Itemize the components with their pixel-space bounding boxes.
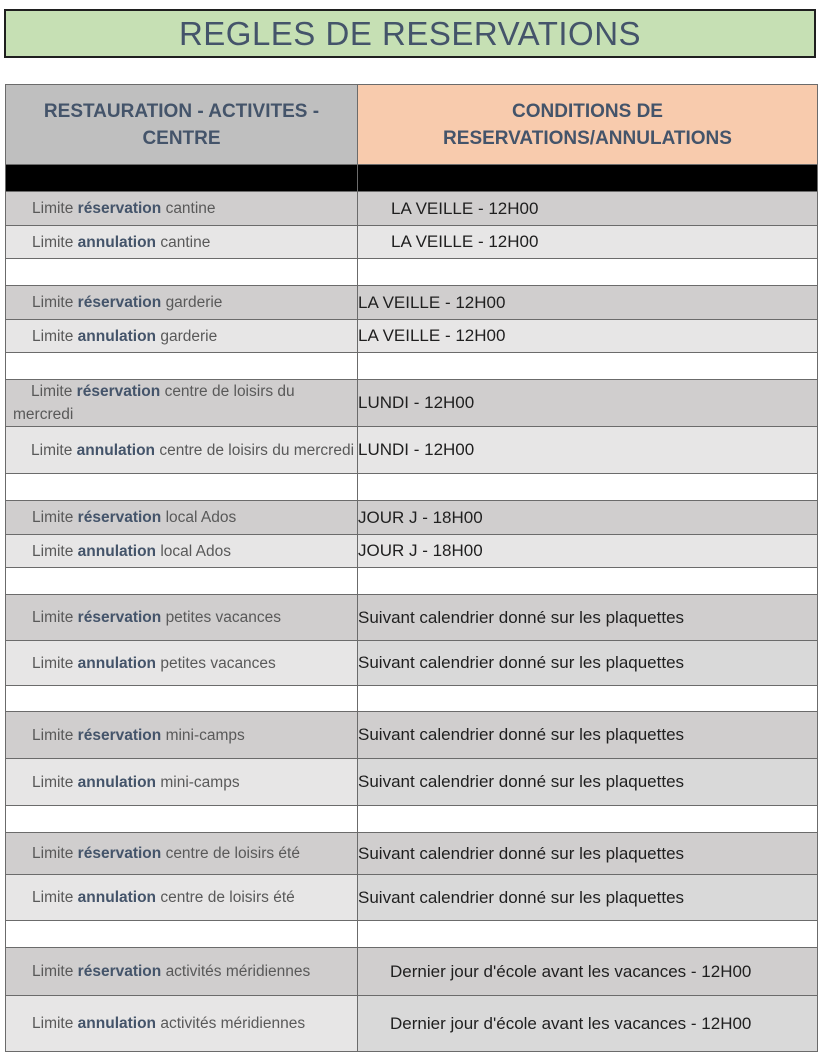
row-label: Limite réservation activités méridiennes — [6, 948, 358, 996]
table-row — [6, 595, 818, 641]
row-value: Dernier jour d'école avant les vacances - 12H00 — [358, 996, 818, 1052]
row-label: Limite annulation mini-camps — [6, 759, 358, 806]
table-row — [6, 192, 818, 226]
row-label: Limite annulation centre de loisirs du mercredi — [6, 427, 358, 474]
row-value: JOUR J - 18H00 — [358, 501, 818, 535]
table-row — [6, 427, 818, 474]
row-label: Limite annulation activités méridiennes — [6, 996, 358, 1052]
header-activity — [6, 85, 358, 165]
row-label: Limite réservation petites vacances — [6, 595, 358, 641]
table-row — [6, 501, 818, 535]
row-label: Limite réservation garderie — [6, 286, 358, 320]
table-row — [6, 320, 818, 353]
row-value: Suivant calendrier donné sur les plaquettes — [358, 712, 818, 759]
table-row — [6, 875, 818, 921]
row-label: Limite réservation mini-camps — [6, 712, 358, 759]
table-header-row — [6, 85, 818, 165]
header-conditions — [358, 85, 818, 165]
row-value: Suivant calendrier donné sur les plaquettes — [358, 833, 818, 875]
row-label: Limite annulation centre de loisirs été — [6, 875, 358, 921]
header-conditions-line-2: RESERVATIONS/ANNULATIONS — [443, 127, 732, 149]
spacer-row — [6, 568, 818, 595]
header-activity-line-2: CENTRE — [142, 127, 221, 149]
row-value: LUNDI - 12H00 — [358, 380, 818, 427]
row-value: JOUR J - 18H00 — [358, 535, 818, 568]
reservation-rules-table — [5, 84, 818, 1052]
row-value: LUNDI - 12H00 — [358, 427, 818, 474]
row-label: Limite annulation local Ados — [6, 535, 358, 568]
row-value: Suivant calendrier donné sur les plaquettes — [358, 759, 818, 806]
spacer-row — [6, 259, 818, 286]
table-row — [6, 759, 818, 806]
page-title: REGLES DE RESERVATIONS — [4, 9, 816, 58]
table-row — [6, 996, 818, 1052]
table-row — [6, 535, 818, 568]
black-divider-row — [6, 165, 818, 192]
table-row — [6, 380, 818, 427]
spacer-row — [6, 921, 818, 948]
table-row — [6, 641, 818, 686]
row-label: Limite réservation centre de loisirs du mercredi — [6, 380, 358, 427]
row-value: Suivant calendrier donné sur les plaquettes — [358, 875, 818, 921]
row-value: LA VEILLE - 12H00 — [358, 286, 818, 320]
spacer-row — [6, 686, 818, 712]
row-label: Limite annulation garderie — [6, 320, 358, 353]
row-label: Limite réservation cantine — [6, 192, 358, 226]
table-row — [6, 833, 818, 875]
row-label: Limite réservation local Ados — [6, 501, 358, 535]
table-row — [6, 948, 818, 996]
spacer-row — [6, 474, 818, 501]
row-value: Suivant calendrier donné sur les plaquettes — [358, 641, 818, 686]
table-row — [6, 712, 818, 759]
row-label: Limite annulation petites vacances — [6, 641, 358, 686]
row-value: Dernier jour d'école avant les vacances - 12H00 — [358, 948, 818, 996]
header-activity-line-1: RESTAURATION - ACTIVITES - — [43, 100, 320, 122]
row-value: LA VEILLE - 12H00 — [358, 320, 818, 353]
row-label: Limite réservation centre de loisirs été — [6, 833, 358, 875]
table-row — [6, 286, 818, 320]
spacer-row — [6, 353, 818, 380]
row-label: Limite annulation cantine — [6, 226, 358, 259]
table-row — [6, 226, 818, 259]
header-conditions-line-1: CONDITIONS DE — [512, 100, 663, 122]
row-value: LA VEILLE - 12H00 — [358, 226, 818, 259]
row-value: LA VEILLE - 12H00 — [358, 192, 818, 226]
spacer-row — [6, 806, 818, 833]
row-value: Suivant calendrier donné sur les plaquettes — [358, 595, 818, 641]
